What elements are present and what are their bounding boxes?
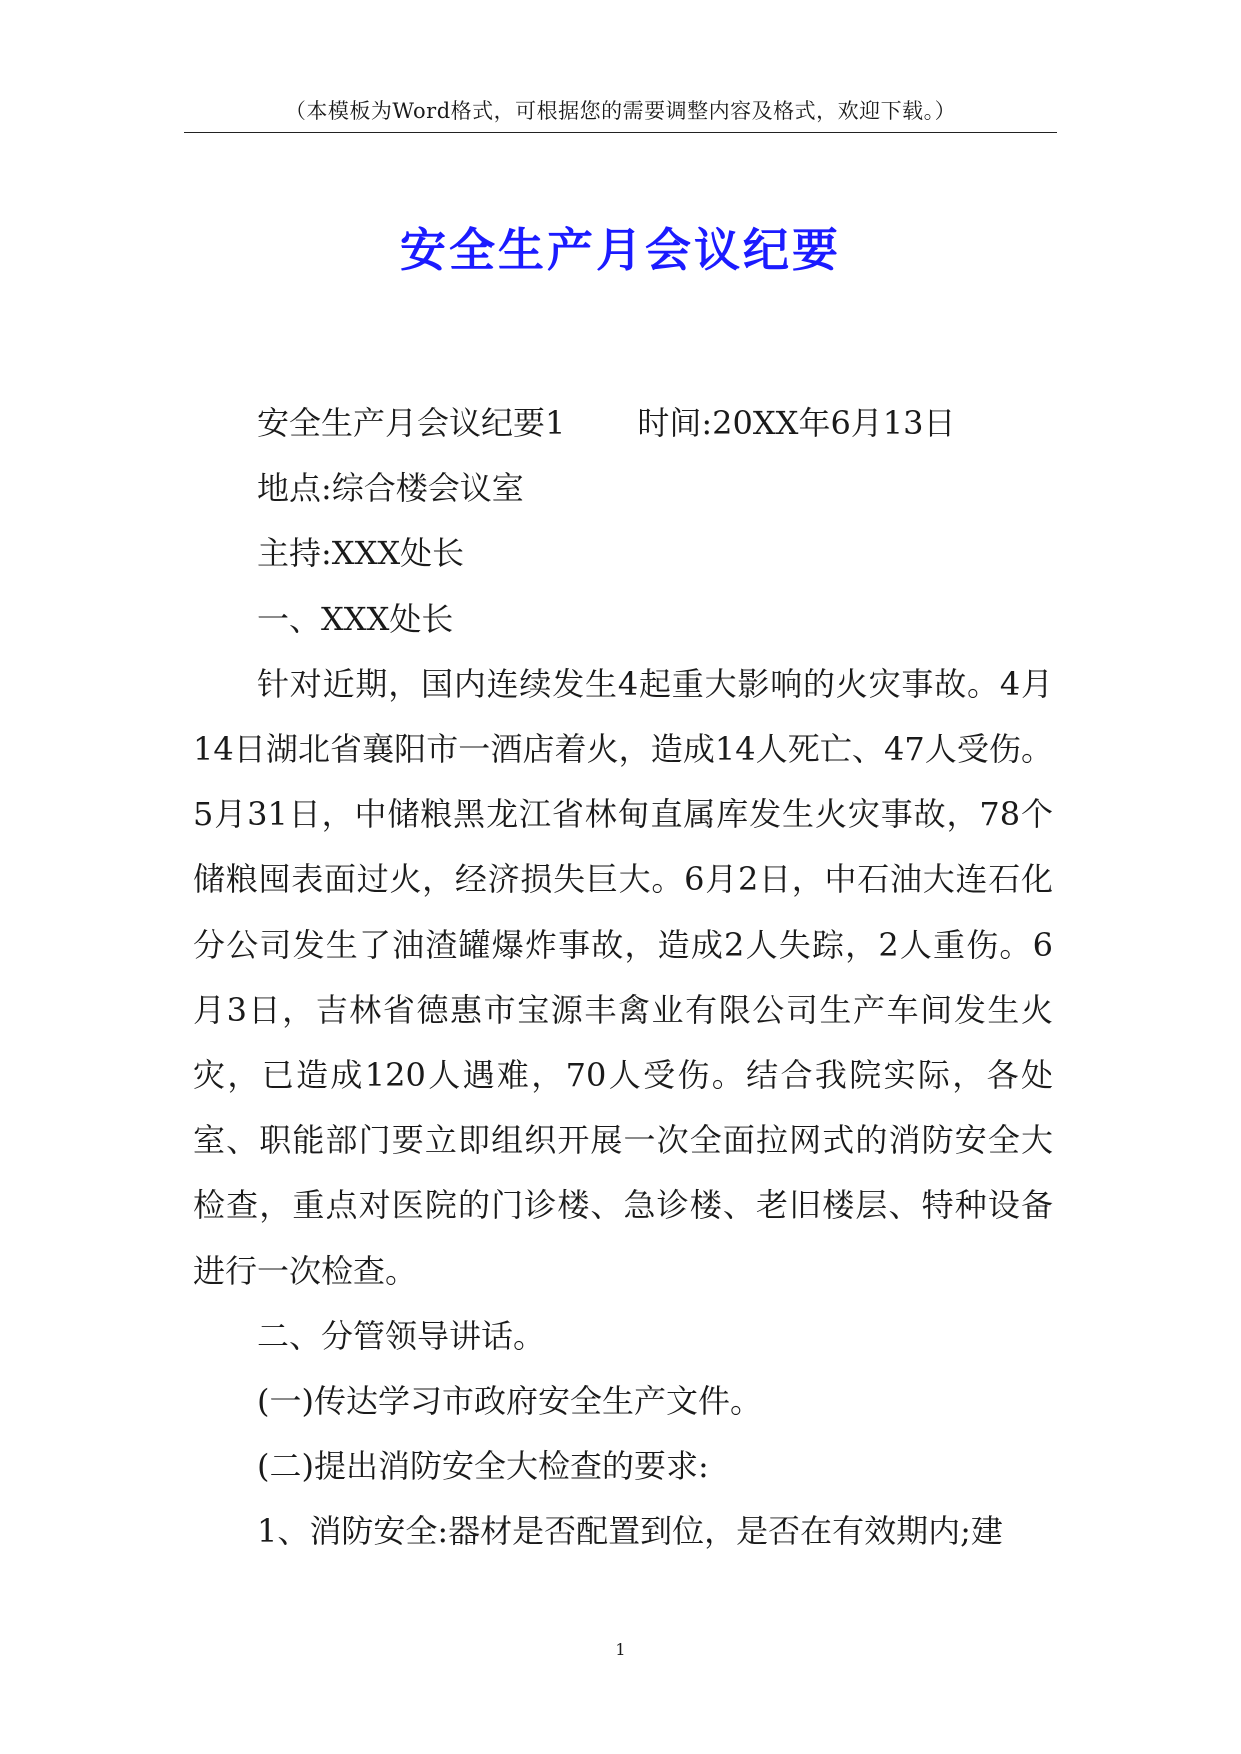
meeting-time: 时间:20XX年6月13日 [637, 404, 956, 442]
document-body [193, 391, 1053, 1565]
page-number: 1 [615, 1640, 626, 1659]
header-divider [184, 132, 1057, 133]
document-title: 安全生产月会议纪要 [400, 223, 841, 277]
meeting-subtitle: 安全生产月会议纪要1 [257, 404, 566, 442]
meeting-host: 主持:XXX处长 [257, 534, 465, 573]
section-heading-2: 二、分管领导讲话。 [257, 1316, 546, 1355]
subsection-2: (二)提出消防安全大检查的要求: [257, 1447, 709, 1486]
paragraph-fire-incidents: 针对近期，国内连续发生4起重大影响的火灾事故。4月14日湖北省襄阳市一酒店着火，造成14人死亡、47人受伤。5月31日，中储粮黑龙江省林甸直属库发生火灾事故，78个储粮囤表面过火，经济损失巨大。6月2日，中石油大连石化分公司发生了油渣罐爆炸事故，造成2人失踪，2人重伤。6月3日，吉林省德惠市宝源丰禽业有限公司生产车间发生火灾，已造成120人遇难，70人受伤。结合我院实际，各处室、职能部门要立即组织开展一次全面拉网式的消防安全大检查，重点对医院的门诊楼、急诊楼、老旧楼层、特种设备进行一次检查。 [193, 664, 1053, 1290]
subsection-1: (一)传达学习市政府安全生产文件。 [257, 1382, 762, 1421]
section-heading-1: 一、XXX处长 [257, 599, 454, 638]
header-note: （本模板为Word格式，可根据您的需要调整内容及格式，欢迎下载。） [284, 99, 957, 123]
meeting-subtitle-line [193, 391, 1053, 456]
list-item-1: 1、消防安全:器材是否配置到位，是否在有效期内;建 [257, 1512, 1003, 1551]
meeting-location: 地点:综合楼会议室 [257, 469, 524, 508]
